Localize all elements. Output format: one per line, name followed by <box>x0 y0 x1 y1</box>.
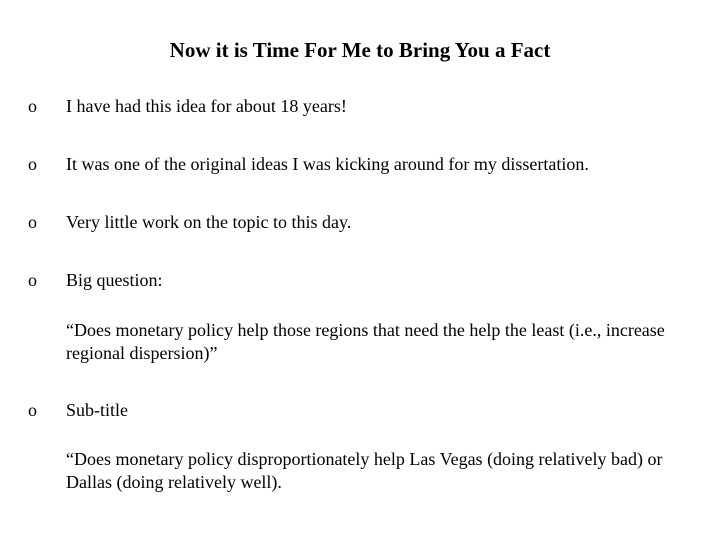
bullet-item-little-work <box>0 211 720 235</box>
bullet-item-subtitle <box>0 399 720 423</box>
bullet-marker: o <box>28 212 37 232</box>
big-question-quote: “Does monetary policy help those regions that need the help the least (i.e., increase regional dispersion)” <box>66 320 665 363</box>
bullet-item-big-question <box>0 269 720 293</box>
bullet-marker: o <box>28 400 37 420</box>
bullet-marker: o <box>28 270 37 290</box>
bullet-item-idea-duration <box>0 95 720 119</box>
bullet-marker: o <box>28 154 37 174</box>
bullet-marker: o <box>28 96 37 116</box>
bullet-text: Sub-title <box>66 400 128 420</box>
subtitle-quote: “Does monetary policy disproportionately help Las Vegas (doing relatively bad) or Dallas (doing relatively well). <box>66 449 663 492</box>
bullet-text: Big question: <box>66 270 163 290</box>
slide-title: Now it is Time For Me to Bring You a Fact <box>169 38 551 62</box>
bullet-text: It was one of the original ideas I was kicking around for my dissertation. <box>66 154 589 174</box>
bullet-text: I have had this idea for about 18 years! <box>66 96 347 116</box>
bullet-item-dissertation <box>0 153 720 177</box>
bullet-text: Very little work on the topic to this day. <box>66 212 352 232</box>
